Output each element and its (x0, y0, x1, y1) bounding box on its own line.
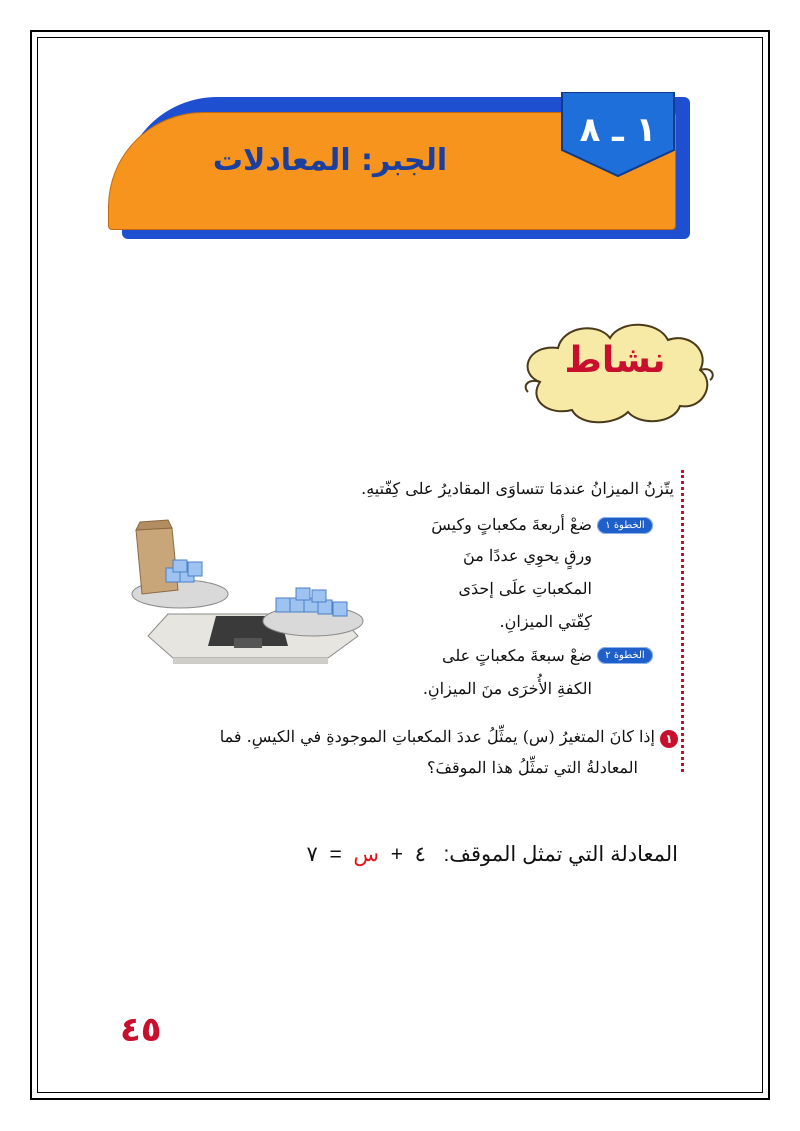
activity-intro: يتّزنُ الميزانُ عندمَا تتساوَى المقاديرُ على كِفّتيهِ. (361, 479, 674, 498)
question-number-badge: ١ (660, 730, 678, 748)
balance-scale-illustration-icon (128, 518, 368, 673)
question-line-1: إذا كانَ المتغيرُ (س) يمثِّلُ عددَ المكعباتِ الموجودةِ في الكيسِ. فما (219, 727, 655, 746)
equation-variable: س (353, 843, 380, 866)
equation-equals: = (329, 843, 342, 866)
equation-lhs-number: ٤ (414, 843, 426, 866)
step-1-line-2: ورقٍ يحوِي عددًا منَ (463, 546, 592, 565)
step-2-line-1: ضعْ سبعةَ مكعباتٍ على (442, 646, 592, 665)
equation-plus: + (390, 843, 403, 866)
step-1-line-3: المكعباتِ علَى إحدَى (458, 579, 592, 598)
answer-equation (240, 842, 678, 867)
page-number: ٤٥ (120, 1010, 162, 1050)
answer-label: المعادلة التي تمثل الموقف: (443, 843, 678, 866)
activity-label: نشاط (564, 340, 666, 381)
lesson-number: ١ ـ ٨ (579, 110, 657, 150)
step-1-line-4: كِفّتي الميزانِ. (499, 612, 592, 631)
step-2-line-2: الكفةِ الأُخرَى منَ الميزانِ. (422, 679, 592, 698)
equation-rhs: ٧ (306, 843, 318, 866)
activity-dotted-rule (681, 470, 684, 772)
step-1-badge: الخطوة ١ (597, 517, 653, 534)
step-1-line-1: ضعْ أربعةَ مكعباتٍ وكيسَ (431, 515, 592, 534)
question-line-2: المعادلةُ التي تمثِّلُ هذا الموقفَ؟ (426, 758, 638, 777)
step-2-badge: الخطوة ٢ (597, 647, 653, 664)
lesson-title: الجبر: المعادلات (212, 143, 448, 178)
